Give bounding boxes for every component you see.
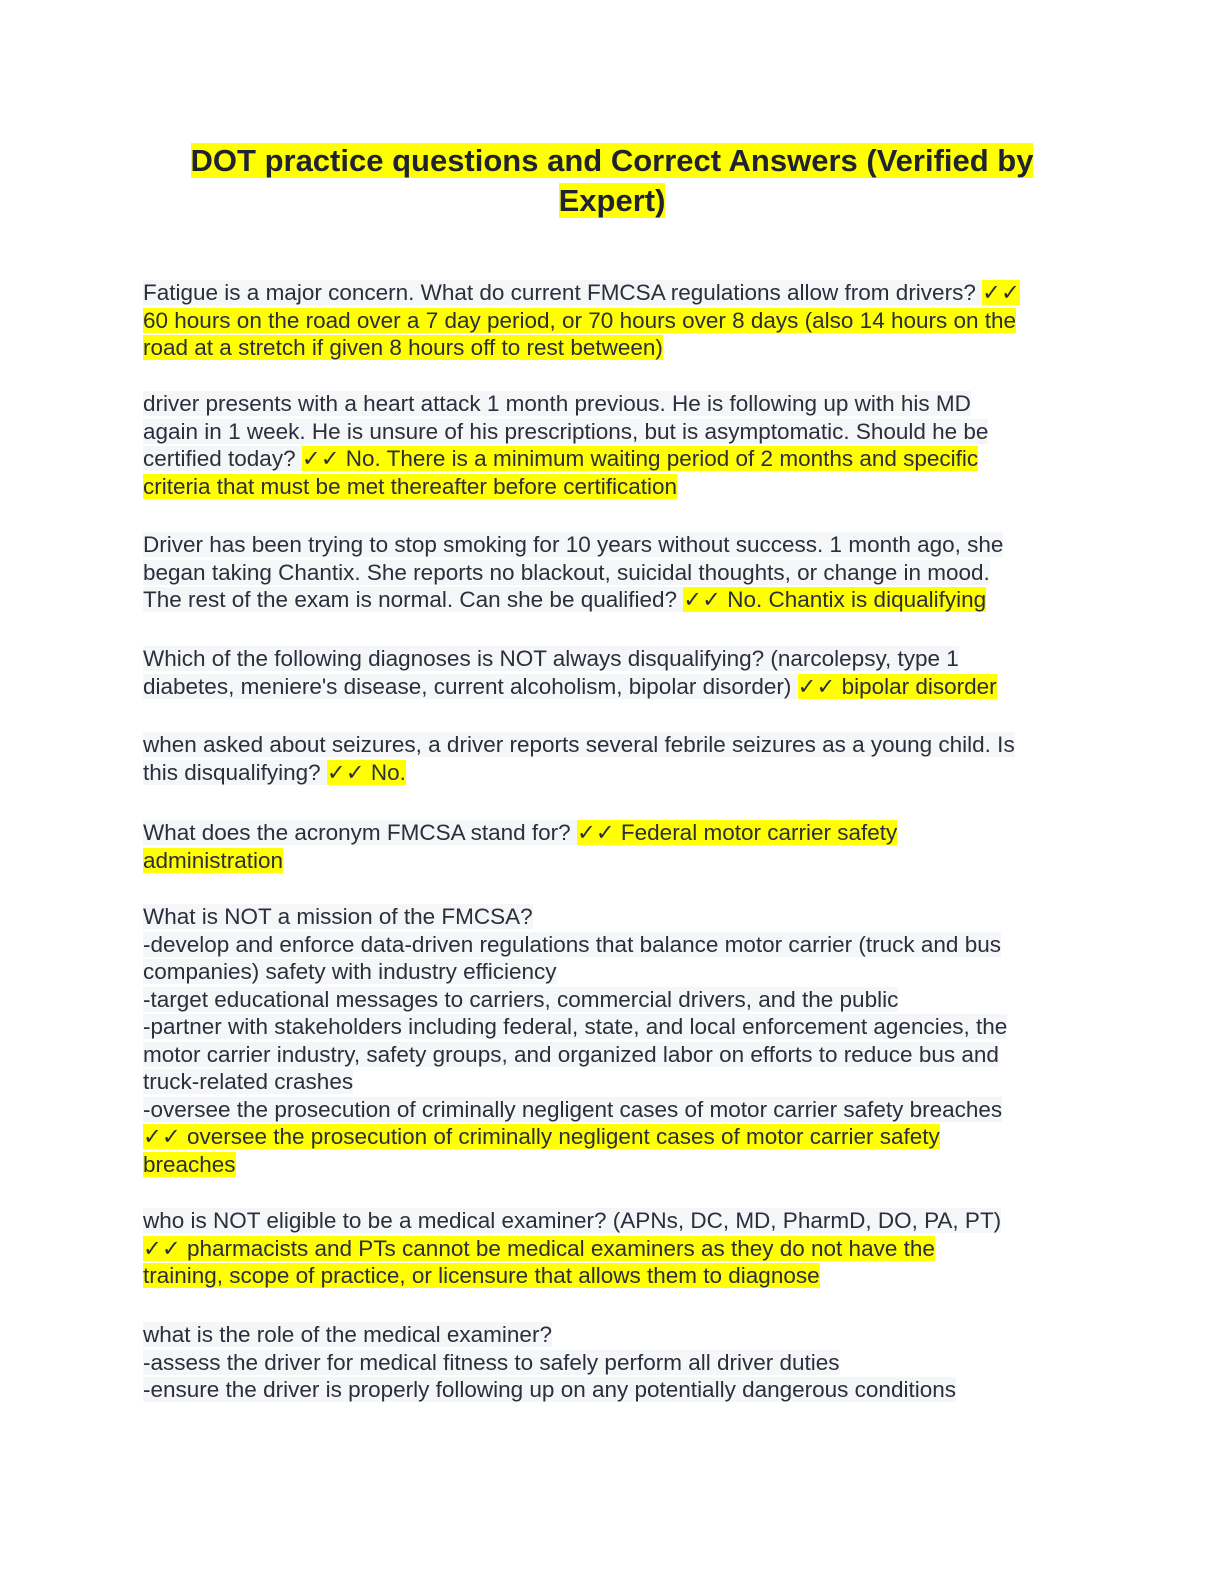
question-text: What does the acronym FMCSA stand for? xyxy=(143,820,577,845)
question-text: -develop and enforce data-driven regulations that balance motor carrier (truck and bus xyxy=(143,931,1001,957)
qa-line xyxy=(143,673,1081,701)
question-text: motor carrier industry, safety groups, and organized labor on efforts to reduce bus and xyxy=(143,1041,999,1067)
answer-text: ✓✓ bipolar disorder xyxy=(797,673,997,699)
qa-line xyxy=(143,1123,1081,1151)
answer-text: ✓✓ pharmacists and PTs cannot be medical examiners as they do not have the xyxy=(143,1235,935,1261)
question-text: -ensure the driver is properly following up on any potentially dangerous conditions xyxy=(143,1377,956,1402)
qa-item xyxy=(143,819,1081,874)
qa-line xyxy=(143,473,1081,501)
question-text: truck-related crashes xyxy=(143,1069,354,1094)
question-text: when asked about seizures, a driver reports several febrile seizures as a young child. Is xyxy=(143,732,1015,757)
question-text: What is NOT a mission of the FMCSA? xyxy=(143,904,533,929)
qa-line xyxy=(143,1207,1081,1235)
qa-item xyxy=(143,531,1081,614)
qa-line xyxy=(143,931,1081,959)
qa-line xyxy=(143,559,1081,587)
qa-line xyxy=(143,1321,1081,1349)
question-text: Driver has been trying to stop smoking for 10 years without success. 1 month ago, she xyxy=(143,532,1004,557)
qa-line xyxy=(143,986,1081,1014)
qa-item xyxy=(143,645,1081,700)
answer-text: ✓✓ No. xyxy=(326,759,406,785)
qa-line xyxy=(143,1262,1081,1290)
answer-text: ✓✓ oversee the prosecution of criminally negligent cases of motor carrier safety xyxy=(143,1124,940,1149)
question-text: diabetes, meniere's disease, current alcoholism, bipolar disorder) xyxy=(143,673,798,699)
qa-line xyxy=(143,958,1081,986)
question-text: companies) safety with industry efficiency xyxy=(143,959,557,984)
qa-item xyxy=(143,279,1081,362)
question-text: certified today? xyxy=(143,446,302,471)
question-text: driver presents with a heart attack 1 month previous. He is following up with his MD xyxy=(143,391,971,416)
qa-line xyxy=(143,1068,1081,1096)
answer-text: ✓✓ xyxy=(982,280,1020,305)
qa-line xyxy=(143,819,1081,847)
answer-text: criteria that must be met thereafter before certification xyxy=(143,473,677,499)
qa-line xyxy=(143,847,1081,875)
qa-line xyxy=(143,1013,1081,1041)
qa-item xyxy=(143,1321,1081,1404)
question-text: this disqualifying? xyxy=(143,759,327,785)
qa-line xyxy=(143,531,1081,559)
qa-line xyxy=(143,731,1081,759)
question-text: Fatigue is a major concern. What do current FMCSA regulations allow from drivers? xyxy=(143,280,983,305)
answer-text: ✓✓ No. Chantix is diqualifying xyxy=(683,587,987,612)
qa-line xyxy=(143,903,1081,931)
qa-line xyxy=(143,1235,1081,1263)
question-text: -target educational messages to carriers, commercial drivers, and the public xyxy=(143,986,899,1012)
qa-item xyxy=(143,903,1081,1178)
qa-item xyxy=(143,1207,1081,1290)
title-line: Expert) xyxy=(558,183,666,218)
answer-text: breaches xyxy=(143,1151,236,1177)
question-text: what is the role of the medical examiner? xyxy=(143,1322,552,1347)
qa-line xyxy=(143,334,1081,362)
question-text: -partner with stakeholders including federal, state, and local enforcement agencies, the xyxy=(143,1014,1008,1039)
answer-text: ✓✓ Federal motor carrier safety xyxy=(576,820,898,845)
qa-line xyxy=(143,1041,1081,1069)
qa-item xyxy=(143,390,1081,500)
question-text: The rest of the exam is normal. Can she be qualified? xyxy=(143,587,684,612)
question-text: -oversee the prosecution of criminally negligent cases of motor carrier safety breaches xyxy=(143,1096,1003,1122)
qa-line xyxy=(143,645,1081,673)
qa-item xyxy=(143,731,1081,786)
question-text: Which of the following diagnoses is NOT always disqualifying? (narcolepsy, type 1 xyxy=(143,646,959,671)
qa-line xyxy=(143,307,1081,335)
question-text: again in 1 week. He is unsure of his prescriptions, but is asymptomatic. Should he be xyxy=(143,418,989,444)
answer-text: training, scope of practice, or licensure that allows them to diagnose xyxy=(143,1263,820,1288)
qa-line xyxy=(143,279,1081,307)
answer-text: 60 hours on the road over a 7 day period, or 70 hours over 8 days (also 14 hours on the xyxy=(143,307,1017,333)
qa-line xyxy=(143,418,1081,446)
qa-line xyxy=(143,445,1081,473)
qa-line xyxy=(143,1096,1081,1124)
qa-line xyxy=(143,1376,1081,1404)
qa-line xyxy=(143,1349,1081,1377)
document-title xyxy=(143,141,1081,221)
answer-text: road at a stretch if given 8 hours off to rest between) xyxy=(143,335,663,360)
qa-line xyxy=(143,759,1081,787)
qa-line xyxy=(143,1151,1081,1179)
question-text: -assess the driver for medical fitness to safely perform all driver duties xyxy=(143,1349,840,1375)
answer-text: administration xyxy=(143,847,284,873)
question-text: who is NOT eligible to be a medical examiner? (APNs, DC, MD, PharmD, DO, PA, PT) xyxy=(143,1208,1002,1233)
title-line: DOT practice questions and Correct Answers (Verified by xyxy=(190,143,1034,178)
answer-text: ✓✓ No. There is a minimum waiting period of 2 months and specific xyxy=(301,446,979,471)
question-text: began taking Chantix. She reports no blackout, suicidal thoughts, or change in mood. xyxy=(143,559,990,585)
qa-line xyxy=(143,586,1081,614)
qa-line xyxy=(143,390,1081,418)
